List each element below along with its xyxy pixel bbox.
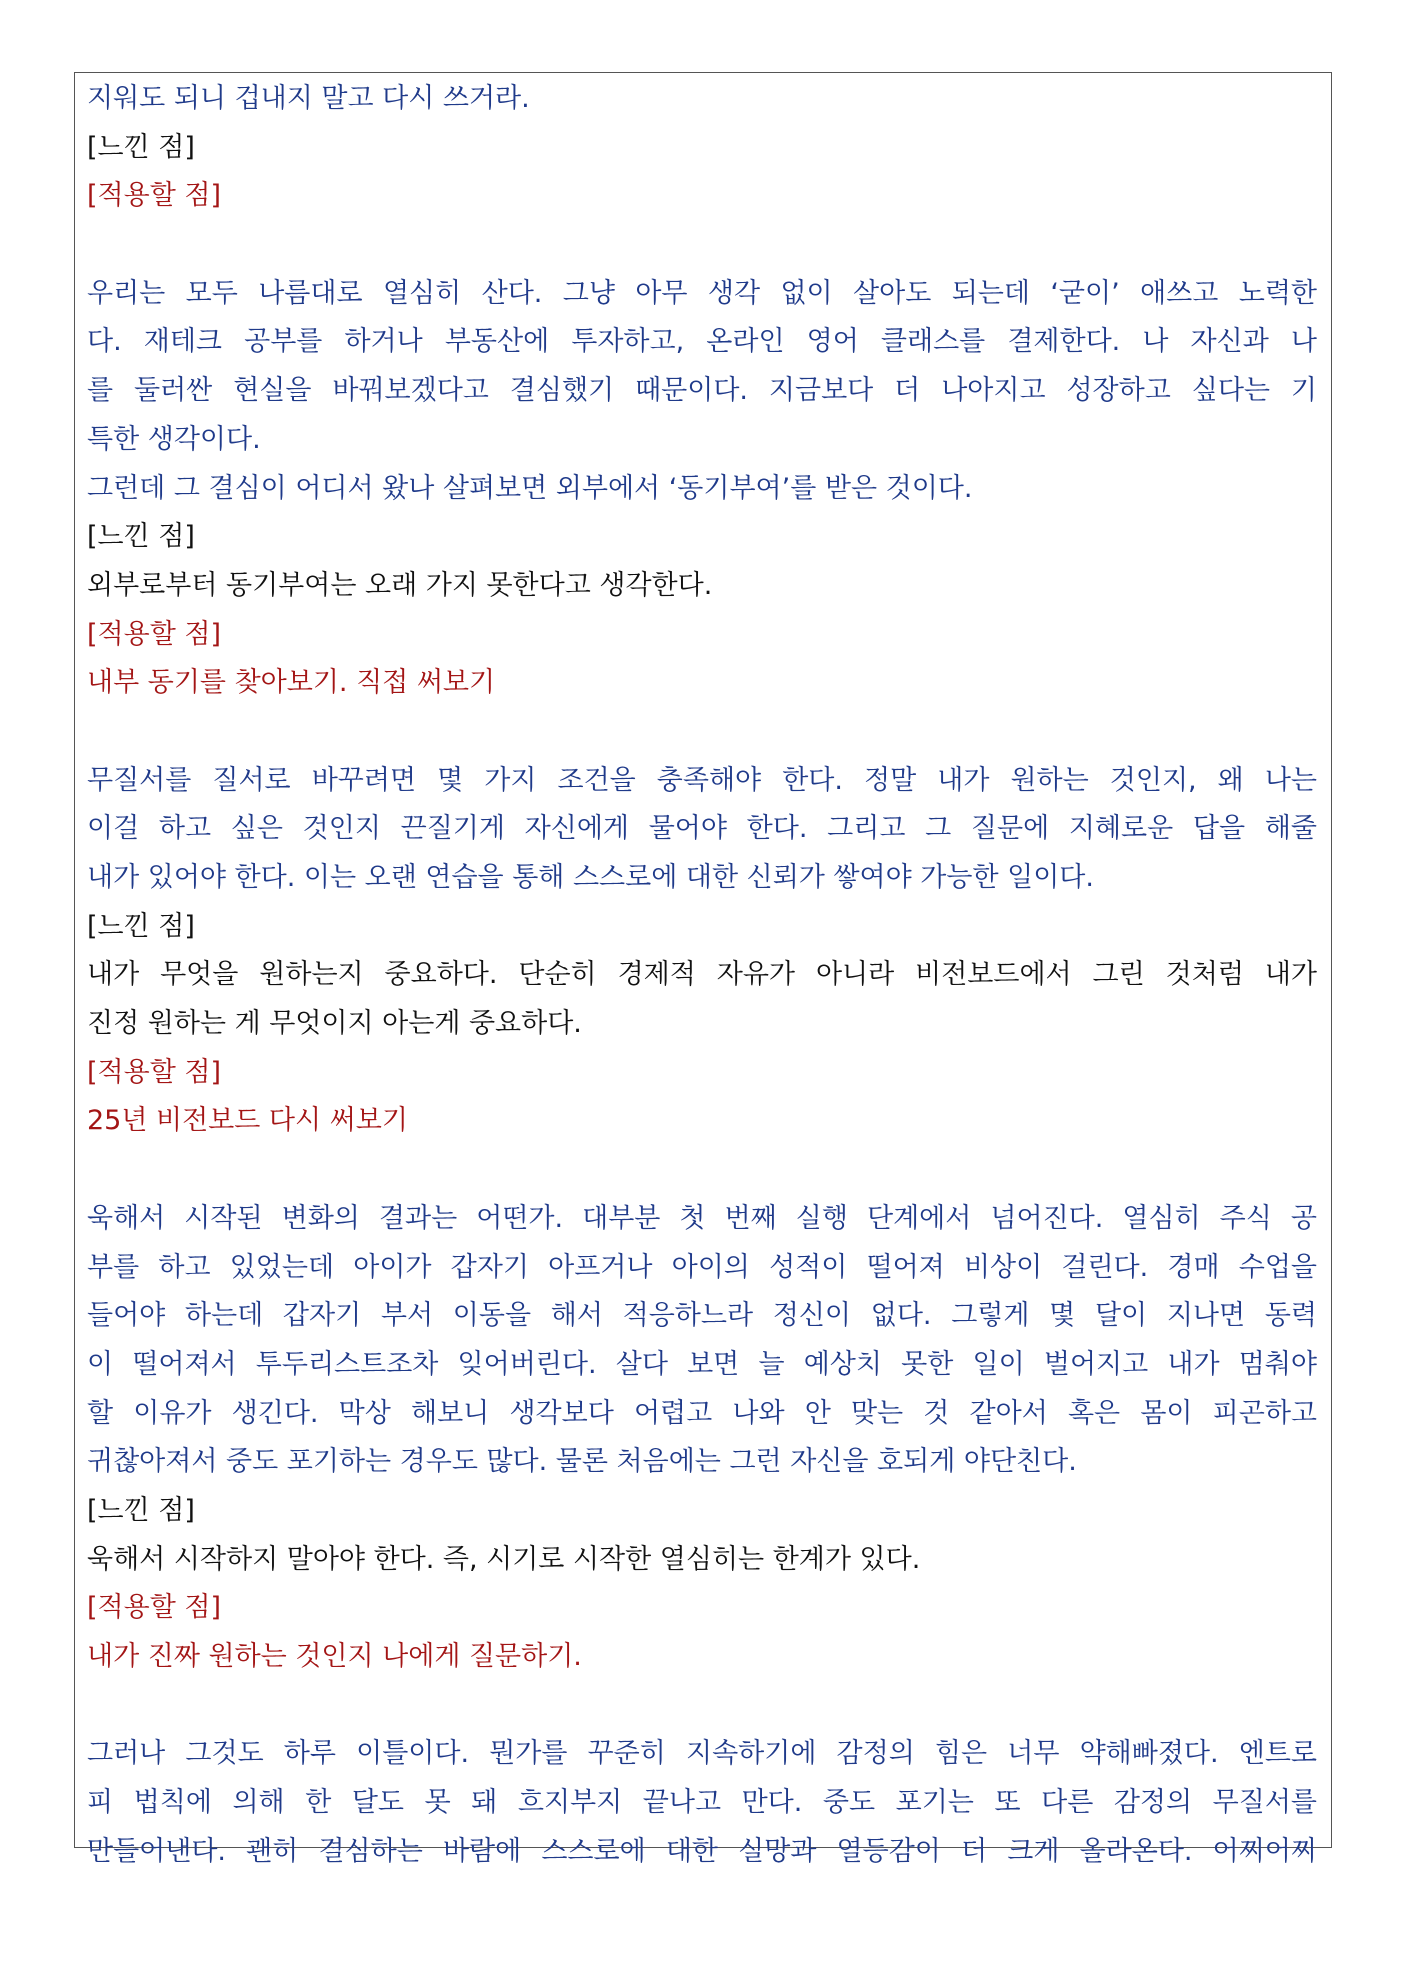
- reflection-line: 욱해서 시작하지 말아야 한다. 즉, 시기로 시작한 열심히는 한계가 있다.: [87, 1543, 921, 1575]
- quote-line: 부를 하고 있었는데 아이가 갑자기 아프거나 아이의 성적이 떨어져 비상이 걸린다. 경매 수업을: [87, 1251, 1317, 1283]
- quote-line: 우리는 모두 나름대로 열심히 산다. 그냥 아무 생각 없이 살아도 되는데 ‘굳이’ 애쓰고 노력한: [87, 277, 1317, 309]
- quote-line: 다. 재테크 공부를 하거나 부동산에 투자하고, 온라인 영어 클래스를 결제한다. 나 자신과 나: [87, 326, 1317, 358]
- quote-line: 할 이유가 생긴다. 막상 해보니 생각보다 어렵고 나와 안 맞는 것 같아서 혹은 몸이 피곤하고: [87, 1397, 1317, 1429]
- feel-heading: [느낀 점]: [87, 131, 195, 163]
- reflection-line: 진정 원하는 게 무엇이지 아는게 중요하다.: [87, 1008, 582, 1040]
- feel-heading: [느낀 점]: [87, 1494, 195, 1526]
- quote-line: 를 둘러싼 현실을 바꿔보겠다고 결심했기 때문이다. 지금보다 더 나아지고 성장하고 싶다는 기: [87, 375, 1317, 407]
- quote-line: 그러나 그것도 하루 이틀이다. 뭔가를 꾸준히 지속하기에 감정의 힘은 너무 약해빠졌다. 엔트로: [87, 1738, 1317, 1770]
- quote-line: 귀찮아져서 중도 포기하는 경우도 많다. 물론 처음에는 그런 자신을 호되게 야단친다.: [87, 1446, 1077, 1478]
- feel-heading: [느낀 점]: [87, 521, 195, 553]
- blank-line: [87, 221, 1317, 270]
- quote-line: 내가 있어야 한다. 이는 오랜 연습을 통해 스스로에 대한 신뢰가 쌓여야 가능한 일이다.: [87, 862, 1094, 893]
- quote-line: 피 법칙에 의해 한 달도 못 돼 흐지부지 끝나고 만다. 중도 포기는 또 다른 감정의 무질서를: [87, 1787, 1317, 1819]
- blank-line: [87, 708, 1317, 757]
- apply-line: 25년 비전보드 다시 써보기: [87, 1105, 408, 1137]
- quote-line: 들어야 하는데 갑자기 부서 이동을 해서 적응하느라 정신이 없다. 그렇게 몇 달이 지나면 동력: [87, 1300, 1317, 1332]
- blank-line: [87, 1682, 1317, 1731]
- quote-line: 이 떨어져서 투두리스트조차 잊어버린다. 살다 보면 늘 예상치 못한 일이 벌어지고 내가 멈춰야: [87, 1348, 1317, 1380]
- feel-heading: [느낀 점]: [87, 910, 195, 942]
- quote-line: 욱해서 시작된 변화의 결과는 어떤가. 대부분 첫 번째 실행 단계에서 넘어진다. 열심히 주식 공: [87, 1202, 1317, 1234]
- apply-heading: [적용할 점]: [87, 1056, 221, 1088]
- apply-line: 내부 동기를 찾아보기. 직접 써보기: [87, 667, 496, 699]
- apply-heading: [적용할 점]: [87, 1592, 221, 1624]
- reflection-line: 내가 무엇을 원하는지 중요하다. 단순히 경제적 자유가 아니라 비전보드에서 그린 것처럼 내가: [87, 959, 1317, 991]
- quote-line: 특한 생각이다.: [87, 423, 261, 455]
- quote-line: 이걸 하고 싶은 것인지 끈질기게 자신에게 물어야 한다. 그리고 그 질문에 지혜로운 답을 해줄: [87, 813, 1317, 845]
- apply-line: 내가 진짜 원하는 것인지 나에게 질문하기.: [87, 1641, 582, 1672]
- apply-heading: [적용할 점]: [87, 180, 221, 212]
- blank-line: [87, 1146, 1317, 1195]
- document-frame: [74, 72, 1332, 1867]
- quote-line: 그런데 그 결심이 어디서 왔나 살펴보면 외부에서 ‘동기부여’를 받은 것이다.: [87, 472, 973, 504]
- apply-heading: [적용할 점]: [87, 618, 221, 650]
- reflection-line: 외부로부터 동기부여는 오래 가지 못한다고 생각한다.: [87, 569, 713, 601]
- quote-line: 지워도 되니 겁내지 말고 다시 쓰거라.: [87, 83, 530, 114]
- quote-line: 무질서를 질서로 바꾸려면 몇 가지 조건을 충족해야 한다. 정말 내가 원하는 것인지, 왜 나는: [87, 764, 1317, 796]
- quote-line: 만들어낸다. 괜히 결심하는 바람에 스스로에 대한 실망과 열등감이 더 크게 올라온다. 어찌어찌: [87, 1835, 1317, 1867]
